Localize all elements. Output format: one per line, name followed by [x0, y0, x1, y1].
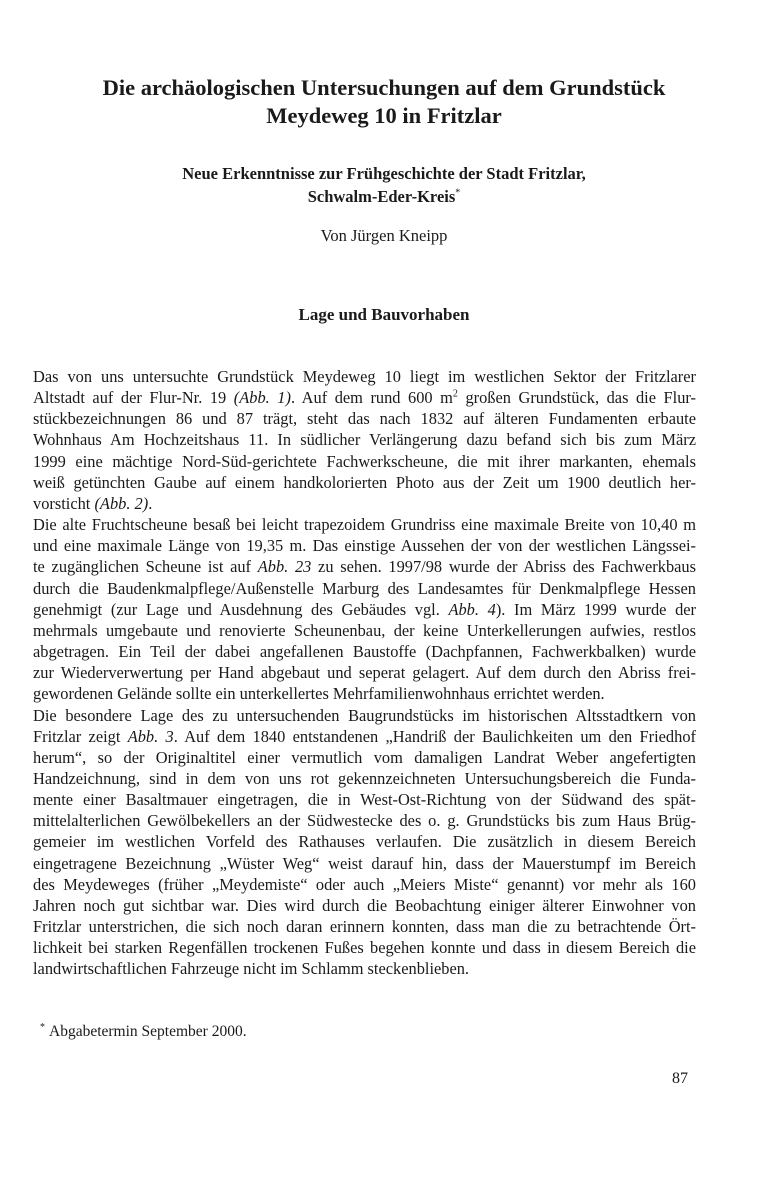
text-run: großen Grundstück, das die Flur-: [457, 388, 697, 408]
footnote-marker: *: [455, 187, 461, 199]
body-line: Wohnhaus Am Hochzeitshaus 11. In südlicher Verlängerung dazu befand sich bis zum März: [33, 430, 696, 450]
footnote-marker: *: [40, 1021, 45, 1033]
paper-title: [40, 74, 728, 130]
page-number: 87: [672, 1070, 688, 1087]
author-line: Von Jürgen Kneipp: [320, 226, 448, 245]
body-line: 1999 eine mächtige Nord-Süd-gerichtete Fachwerkscheune, die mit ihrer markanten, ehemals: [33, 451, 696, 471]
superscript: 2: [452, 388, 458, 400]
figure-reference: Abb. 3: [127, 726, 174, 746]
body-line: [33, 493, 696, 514]
body-line: zur Wiederverwertung per Hand abgebaut und seperat gelagert. Auf dem durch den Abriss frei-: [33, 663, 696, 683]
text-run: ). Im März 1999 wurde der: [495, 599, 697, 619]
body-line: durch die Baudenkmalpflege/Außenstelle Marburg des Landesamtes für Denkmalpflege Hessen: [33, 578, 696, 598]
body-line: abgetragen. Ein Teil der dabei angefallenen Baustoffe (Dachpfannen, Fachwerkbalken) wurde: [33, 642, 696, 662]
paper-subtitle: [40, 162, 728, 208]
text-run: zu sehen. 1997/98 wurde der Abriss des Fachwerkbaus: [311, 557, 696, 577]
text-run: Altstadt auf der Flur-Nr. 19: [33, 388, 234, 408]
body-line: [33, 556, 696, 577]
text-run: Fritzlar zeigt: [33, 726, 128, 746]
text-run: te zugänglichen Scheune ist auf: [33, 557, 258, 577]
text-run: vorsticht: [33, 493, 95, 513]
body-line: Fritzlar unterstrichen, die sich noch daran erinnern konnten, dass man die zu betrachtende Ört-: [33, 917, 696, 937]
body-line: und eine maximale Länge von 19,35 m. Das einstige Aussehen der von der westlichen Längssei-: [33, 536, 696, 556]
body-line: Die alte Fruchtscheune besaß bei leicht trapezoidem Grundriss eine maximale Breite von 10,40 m: [33, 515, 696, 535]
text-run: genehmigt (zur Lage und Ausdehnung des Gebäudes vgl.: [33, 599, 449, 619]
body-line: mente einer Basaltmauer eingetragen, die in West-Ost-Richtung von der Südwand des spät-: [33, 790, 696, 810]
body-line: mehrmals umgebaute und renovierte Scheunenbau, der keine Unterkellerungen aufwies, restlos: [33, 620, 696, 640]
figure-reference: (Abb. 1): [233, 388, 291, 408]
title-line-2: Meydeweg 10 in Fritzlar: [266, 103, 502, 128]
subtitle-line-2-text: Schwalm-Eder-Kreis: [307, 187, 456, 206]
subtitle-line-1: Neue Erkenntnisse zur Frühgeschichte der Stadt Fritzlar,: [182, 164, 586, 183]
figure-reference: Abb. 4: [448, 599, 496, 619]
body-line: [33, 599, 696, 620]
body-line: weiß getünchten Gaube auf einem handkolorierten Photo aus der Zeit um 1900 deutlich her-: [33, 472, 696, 492]
body-line: lichkeit bei starken Regenfällen trockenen Fußes begehen konnte und dass in diesem Bereich die: [33, 938, 696, 958]
body-line: mittelalterlichen Gewölbekellers an der Südwestecke des o. g. Grundstücks bis zum Haus Brüg-: [33, 811, 696, 831]
body-line: gewordenen Gelände sollte ein unterkellertes Mehrfamilienwohnhaus errichtet werden.: [33, 684, 605, 704]
body-line: Die besondere Lage des zu untersuchenden Baugrundstücks im historischen Altsstadtkern von: [33, 705, 696, 725]
title-line-1: Die archäologischen Untersuchungen auf dem Grundstück: [102, 75, 666, 100]
body-line: landwirtschaftlichen Fahrzeuge nicht im Schlamm steckenblieben.: [33, 959, 470, 979]
body-line: Jahren noch gut sichtbar war. Dies wird durch die Beobachtung einiger älterer Einwohner von: [33, 895, 696, 915]
body-line: eingetragene Bezeichnung „Wüster Weg“ weist darauf hin, dass der Mauerstumpf im Bereich: [33, 853, 696, 873]
body-line: herum“, so der Originaltitel einer vermutlich vom damaligen Landrat Weber angefertigten: [33, 747, 696, 767]
figure-reference: (Abb. 2): [94, 493, 149, 513]
body-line: gemeier im westlichen Vorfeld des Rathauses verlaufen. Die zusätzlich in diesem Bereich: [33, 832, 696, 852]
body-line: [33, 387, 696, 408]
subtitle-line-2: [40, 185, 728, 208]
body-line: [33, 726, 696, 747]
section-heading: Lage und Bauvorhaben: [298, 305, 470, 324]
text-run: . Auf dem rund 600 m: [290, 388, 453, 408]
text-run: . Auf dem 1840 entstandenen „Handriß der Baulichkeiten um den Friedhof: [173, 726, 696, 746]
footnote-text: Abgabetermin September 2000.: [49, 1023, 247, 1040]
body-paragraphs: [33, 366, 696, 980]
figure-reference: Abb. 23: [257, 557, 312, 577]
body-line: stückbezeichnungen 86 und 87 trägt, steht das nach 1832 auf älteren Fundamenten erbaute: [33, 409, 696, 429]
footnote: [40, 1022, 247, 1042]
body-line: des Meydeweges (früher „Meydemiste“ oder auch „Meiers Miste“ genannt) vor mehr als 160: [33, 874, 696, 894]
text-run: .: [148, 493, 153, 513]
body-line: Das von uns untersuchte Grundstück Meydeweg 10 liegt im westlichen Sektor der Fritzlarer: [33, 367, 696, 386]
body-line: Handzeichnung, sind in dem von uns rot gekennzeichneten Untersuchungsbereich die Funda-: [33, 768, 696, 788]
